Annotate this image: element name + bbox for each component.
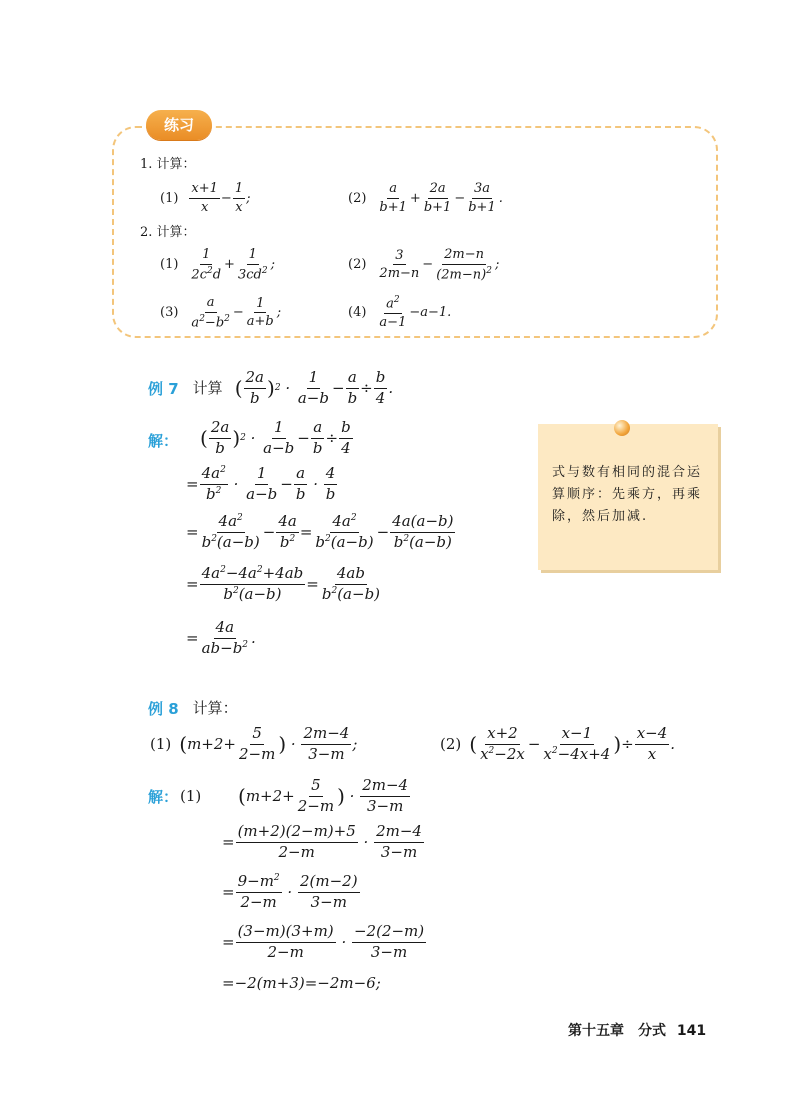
exercise-q1-1: (1) $\frac{x+1}{x}$ − $\frac{1}{x}$ ; bbox=[160, 181, 251, 215]
chapter-title: 第十五章 分式 bbox=[568, 1023, 666, 1039]
item-label: (4) bbox=[348, 305, 367, 321]
problem-label: (1) bbox=[150, 734, 172, 753]
solution-part-label: (1) bbox=[180, 787, 202, 805]
example8-final-line: =−2(m+3)=−2m−6; bbox=[222, 974, 381, 992]
example7-step-1: = $\frac{4a^2}{b^2}$ · $\frac{1}{a-b}$ − $\frac{a}{b}$ · $\frac{4}{b}$ bbox=[186, 464, 336, 503]
item-label: (1) bbox=[160, 257, 179, 273]
example7-step-3: = $\frac{4a^2-4a^2+4ab}{b^2(a-b)}$ = $\frac{4ab}{b^2(a-b)}$ bbox=[186, 564, 381, 603]
page-number: 141 bbox=[676, 1023, 707, 1039]
item-label: (2) bbox=[348, 257, 367, 273]
example8-step-1: = $\frac{(m+2)(2-m)+5}{2-m}$ · $\frac{2m-4}{3-m}$ bbox=[222, 822, 422, 861]
exercise-tag: 练习 bbox=[146, 110, 212, 140]
item-label: (2) bbox=[348, 190, 367, 206]
example8-solution-heading bbox=[148, 786, 201, 807]
exercise-q2-heading: 2. 计算： bbox=[140, 225, 196, 240]
exercise-q2-3: (3) $\frac{a}{a^2-b^2}$ − $\frac{1}{a+b}$ ; bbox=[160, 295, 282, 330]
example7-solution-label: 解： bbox=[148, 432, 179, 450]
example8-step-0: ( m+2+ $\frac{5}{2-m}$ ) · $\frac{2m-4}{3-m}$ bbox=[238, 776, 409, 815]
exercise-q2-4: (4) $\frac{a^2}{a-1}$ −a−1. bbox=[348, 295, 452, 330]
example8-text: 计算： bbox=[192, 699, 238, 717]
pushpin-icon bbox=[614, 420, 630, 436]
example7-text: 计算 bbox=[192, 378, 223, 397]
note-text: 式与数有相同的混合运算顺序：先乘方，再乘除，然后加减. bbox=[552, 465, 703, 524]
exercise-q1-heading: 1. 计算： bbox=[140, 157, 196, 172]
example8-step-2: = $\frac{9-m^2}{2-m}$ · $\frac{2(m-2)}{3-m}$ bbox=[222, 872, 358, 911]
example8-problem-1: (1) ( m+2+ $\frac{5}{2-m}$ ) · $\frac{2m-4}{3-m}$ ; bbox=[150, 724, 358, 763]
example7-label: 例 7 bbox=[148, 379, 179, 398]
example7-step-2: = $\frac{4a^2}{b^2(a-b)}$ − $\frac{4a}{b^2}$ = $\frac{4a^2}{b^2(a-b)}$ − $\frac{4a(a-b)}{b^2(a-b)}$ bbox=[186, 512, 454, 551]
problem-label: (2) bbox=[440, 734, 462, 753]
example8-step-3: = $\frac{(3-m)(3+m)}{2-m}$ · $\frac{-2(2-m)}{3-m}$ bbox=[222, 922, 425, 961]
item-label: (1) bbox=[160, 190, 179, 206]
exercise-q2-1: (1) $\frac{1}{2c^2d}$ + $\frac{1}{3cd^2}$ ; bbox=[160, 247, 275, 282]
example8-solution-label: 解： bbox=[148, 788, 179, 806]
example8-label: 例 8 bbox=[148, 700, 179, 718]
example8-heading bbox=[148, 698, 238, 719]
example7-step-4: = $\frac{4a}{ab-b^2}$ . bbox=[186, 618, 256, 657]
example8-problem-2: (2) ( $\frac{x+2}{x^2-2x}$ − $\frac{x-1}{x^2-4x+4}$ ) ÷ $\frac{x-4}{x}$ . bbox=[440, 724, 676, 763]
example7-step-0: ( $\frac{2a}{b}$ ) 2 · $\frac{1}{a-b}$ − $\frac{a}{b}$ ÷ $\frac{b}{4}$ bbox=[200, 418, 351, 457]
exercise-q1-2: (2) $\frac{a}{b+1}$ + $\frac{2a}{b+1}$ − $\frac{3a}{b+1}$ . bbox=[348, 181, 503, 215]
page-footer bbox=[568, 1020, 706, 1040]
exercise-q2-2: (2) $\frac{3}{2m-n}$ − $\frac{2m-n}{(2m-n)^2}$ ; bbox=[348, 247, 500, 282]
example7-heading: 例 7 计算 ( $\frac{2a}{b}$ ) 2 · $\frac{1}{a-b}$ − $\frac{a}{b}$ ÷ $\frac{b}{4}$ . bbox=[148, 368, 394, 407]
item-label: (3) bbox=[160, 305, 179, 321]
